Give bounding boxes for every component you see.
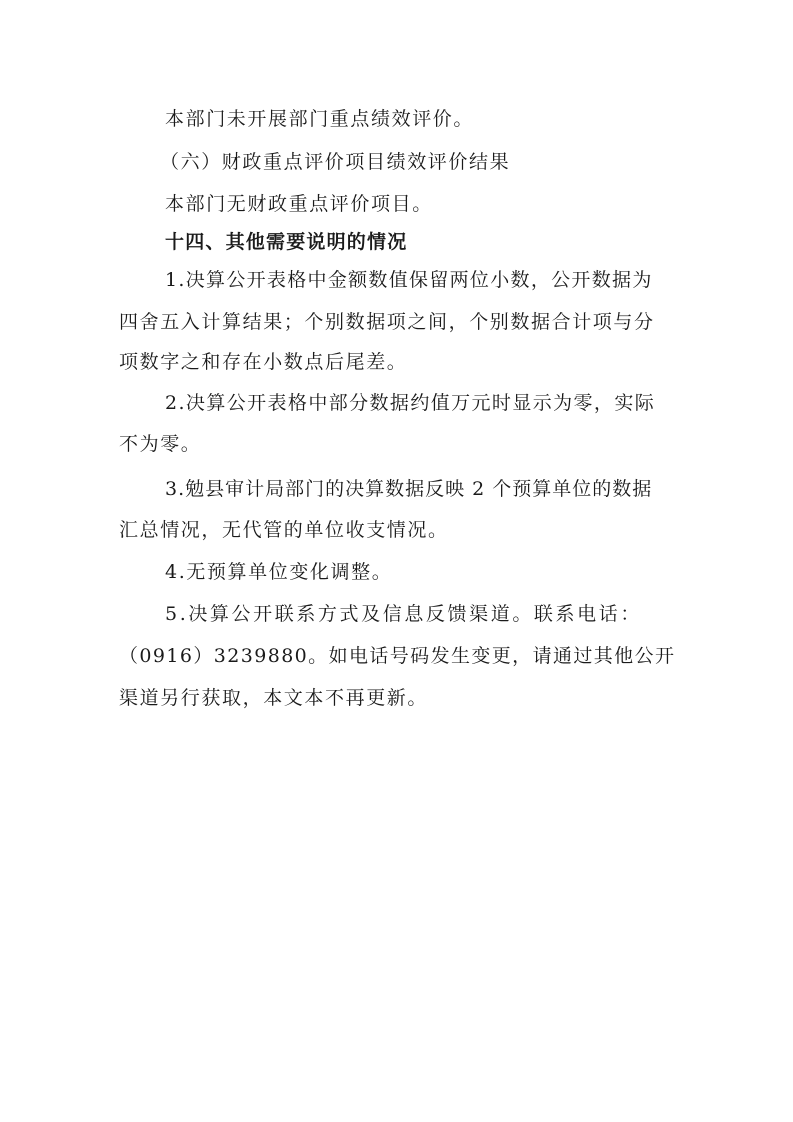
item5-line2: （0916）3239880。如电话号码发生变更，请通过其他公开 xyxy=(119,645,676,667)
item1-line2: 四舍五入计算结果；个别数据项之间，个别数据合计项与分 xyxy=(119,311,655,333)
item1-line1: 1.决算公开表格中金额数值保留两位小数，公开数据为 xyxy=(165,269,653,291)
item2-line1: 2.决算公开表格中部分数据约值万元时显示为零，实际 xyxy=(165,392,656,414)
item3-line2: 汇总情况，无代管的单位收支情况。 xyxy=(119,519,449,541)
item3-line1: 3.勉县审计局部门的决算数据反映 2 个预算单位的数据 xyxy=(165,478,653,500)
item4-line1: 4.无预算单位变化调整。 xyxy=(165,561,393,583)
paragraph-dept-eval: 本部门未开展部门重点绩效评价。 xyxy=(165,108,475,130)
paragraph-no-projects: 本部门无财政重点评价项目。 xyxy=(165,193,433,215)
item5-line1: 5.决算公开联系方式及信息反馈渠道。联系电话： xyxy=(165,603,642,625)
item2-line2: 不为零。 xyxy=(119,433,202,455)
item1-line3: 项数字之和存在小数点后尾差。 xyxy=(119,351,408,373)
heading-section-6: （六）财政重点评价项目绩效评价结果 xyxy=(160,151,511,173)
item5-line3: 渠道另行获取，本文本不再更新。 xyxy=(119,687,429,709)
heading-section-14: 十四、其他需要说明的情况 xyxy=(165,231,408,253)
